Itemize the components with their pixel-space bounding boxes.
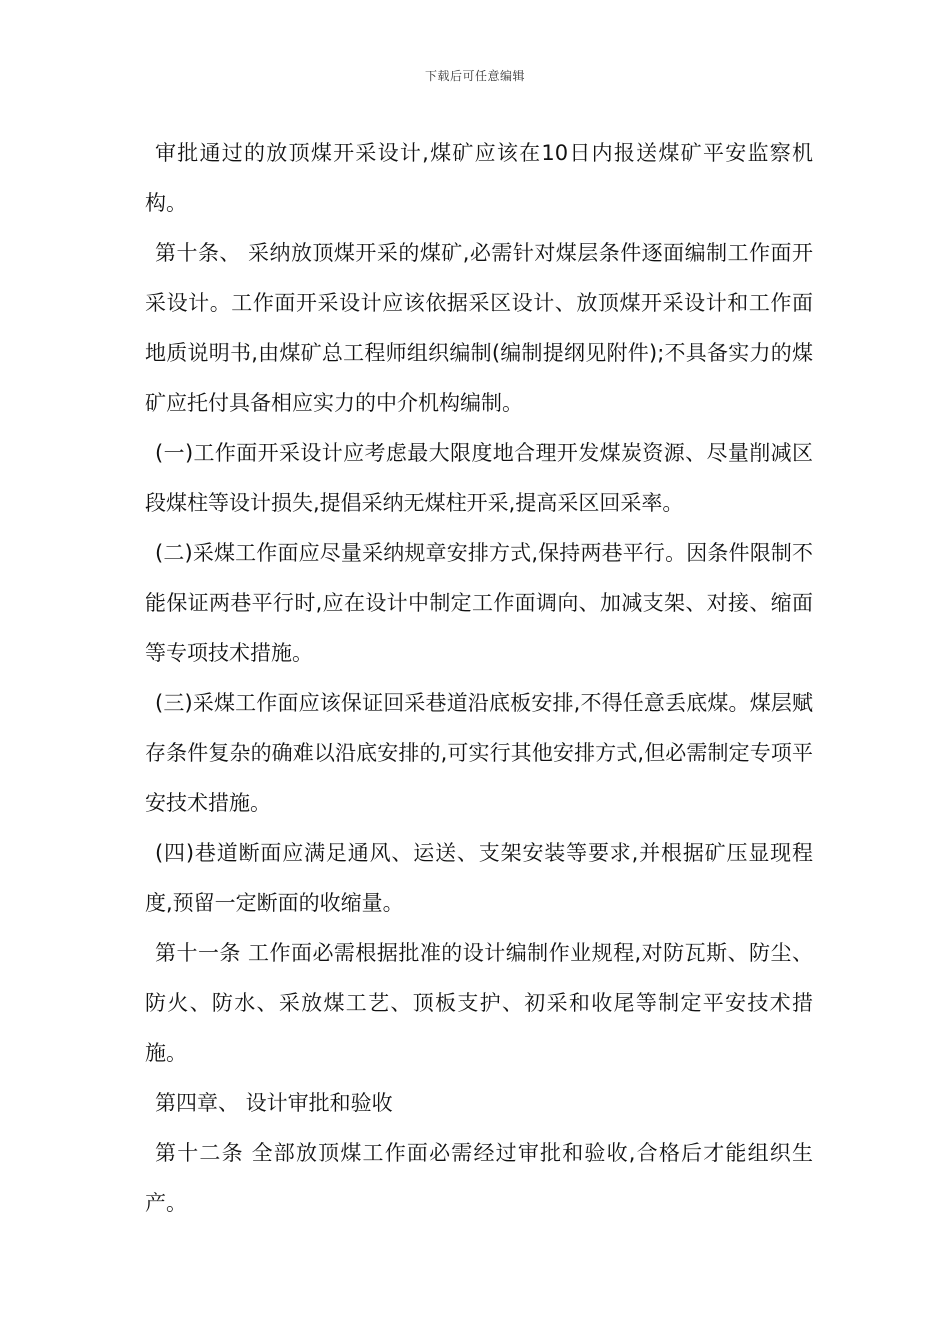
paragraph-article-12: 第十二条 全部放顶煤工作面必需经过审批和验收,合格后才能组织生产。	[145, 1141, 813, 1215]
paragraph-item-1: (一)工作面开采设计应考虑最大限度地合理开发煤炭资源、尽量削减区段煤柱等设计损失,提倡采纳无煤柱开采,提高采区回采率。	[145, 441, 813, 515]
page-header: 下载后可任意编辑	[424, 69, 525, 83]
paragraph-approval-report: 审批通过的放顶煤开采设计,煤矿应该在10日内报送煤矿平安监察机构。	[145, 141, 813, 215]
paragraph-article-11: 第十一条 工作面必需根据批准的设计编制作业规程,对防瓦斯、防尘、防火、防水、采放煤工艺、顶板支护、初采和收尾等制定平安技术措施。	[145, 941, 813, 1065]
paragraph-item-3: (三)采煤工作面应该保证回采巷道沿底板安排,不得任意丢底煤。煤层赋存条件复杂的确难以沿底安排的,可实行其他安排方式,但必需制定专项平安技术措施。	[145, 691, 813, 815]
document-body	[145, 128, 813, 1228]
paragraph-item-2: (二)采煤工作面应尽量采纳规章安排方式,保持两巷平行。因条件限制不能保证两巷平行时,应在设计中制定工作面调向、加减支架、对接、缩面等专项技术措施。	[145, 541, 813, 665]
chapter-heading-4: 第四章、 设计审批和验收	[155, 1091, 393, 1115]
paragraph-item-4: (四)巷道断面应满足通风、运送、支架安装等要求,并根据矿压显现程度,预留一定断面的收缩量。	[145, 841, 813, 915]
paragraph-article-10: 第十条、 采纳放顶煤开采的煤矿,必需针对煤层条件逐面编制工作面开采设计。工作面开采设计应该依据采区设计、放顶煤开采设计和工作面地质说明书,由煤矿总工程师组织编制(编制提纲见附件);不具备实力的煤矿应托付具备相应实力的中介机构编制。	[145, 241, 813, 415]
